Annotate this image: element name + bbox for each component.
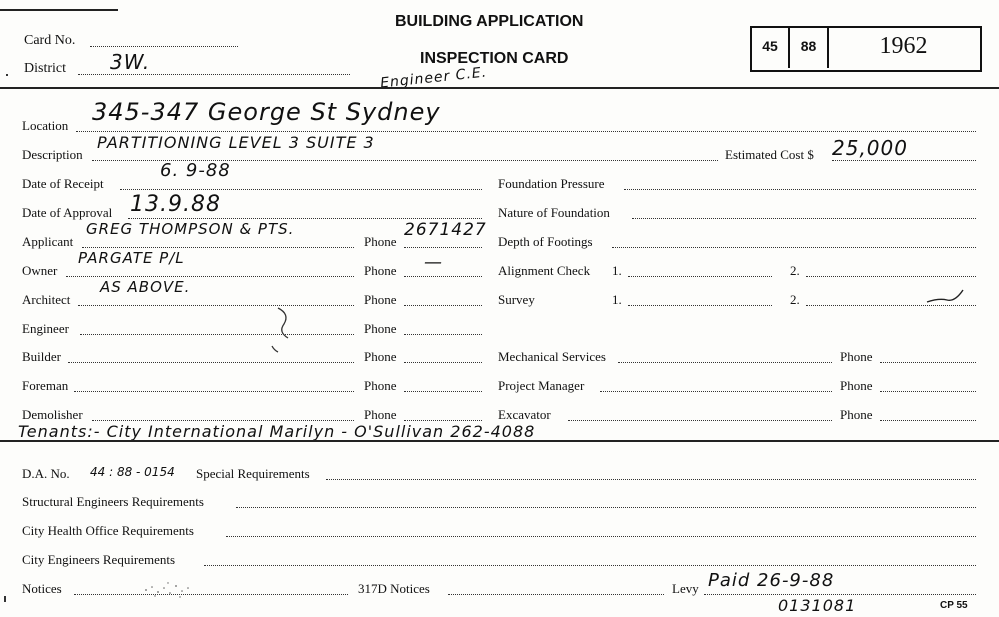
depth-of-footings-label: Depth of Footings [498, 234, 593, 249]
demolisher-line [92, 420, 354, 421]
nature-of-foundation-line [632, 218, 976, 219]
date-of-receipt-value: 6. 9-88 [160, 160, 231, 181]
mechanical-phone-line [880, 362, 976, 363]
architect-phone-line [404, 305, 482, 306]
notices-label: Notices [22, 581, 62, 596]
alignment-check-1-line [628, 276, 772, 277]
rule-top [0, 87, 999, 89]
city-engineers-label: City Engineers Requirements [22, 552, 176, 567]
applicant-phone-line [404, 247, 482, 248]
special-requirements-label: Special Requirements [196, 466, 310, 481]
da-no-label: D.A. No. [22, 466, 70, 481]
rule-middle [0, 440, 999, 442]
owner-phone-label: Phone [364, 263, 397, 278]
date-of-receipt-line [120, 189, 482, 190]
notices-line [74, 594, 348, 595]
engineer-note: Engineer C.E. [379, 64, 488, 92]
foreman-phone-line [404, 391, 482, 392]
levy-value: Paid 26-9-88 [708, 570, 835, 591]
nature-of-foundation-label: Nature of Foundation [498, 205, 610, 220]
excavator-phone-line [880, 420, 976, 421]
structural-label: Structural Engineers Requirements [22, 494, 204, 509]
description-label: Description [22, 147, 83, 162]
engineer-scribble [268, 306, 298, 354]
form-code: CP 55 [940, 600, 968, 611]
mechanical-services-label: Mechanical Services [498, 349, 606, 364]
builder-phone-label: Phone [364, 349, 397, 364]
notices-smudge [140, 578, 196, 602]
alignment-check-2-line [806, 276, 976, 277]
project-manager-phone-line [880, 391, 976, 392]
ref-box-45: 45 [762, 38, 778, 54]
architect-phone-label: Phone [364, 292, 397, 307]
survey-1-line [628, 305, 772, 306]
health-line [226, 536, 976, 537]
foundation-pressure-label: Foundation Pressure [498, 176, 605, 191]
date-of-approval-line [128, 218, 482, 219]
city-engineers-line [204, 565, 976, 566]
top-stroke [0, 9, 118, 11]
project-manager-phone-label: Phone [840, 378, 873, 393]
owner-phone-value: — [424, 252, 443, 273]
estimated-cost-line [832, 160, 976, 161]
architect-value: AS ABOVE. [100, 278, 191, 296]
builder-label: Builder [22, 349, 61, 364]
description-value: PARTITIONING LEVEL 3 SUITE 3 [97, 133, 375, 152]
demolisher-phone-line [404, 420, 482, 421]
structural-line [236, 507, 976, 508]
depth-of-footings-line [612, 247, 976, 248]
location-value: 345-347 George St Sydney [92, 98, 441, 126]
project-manager-label: Project Manager [498, 378, 585, 393]
demolisher-phone-label: Phone [364, 407, 397, 422]
applicant-phone-label: Phone [364, 234, 397, 249]
tenants-note: Tenants:- City International Marilyn - O'Sullivan 262-4088 [18, 422, 536, 441]
location-line [76, 131, 976, 132]
demolisher-label: Demolisher [22, 407, 83, 422]
card-no-line [90, 46, 238, 47]
ref-box-1962: 1962 [879, 33, 928, 59]
owner-phone-line [404, 276, 482, 277]
left-margin-tick-1 [6, 74, 8, 76]
special-requirements-line [326, 479, 976, 480]
district-value: 3W. [110, 50, 151, 74]
owner-value: PARGATE P/L [78, 249, 185, 267]
title-line2: INSPECTION CARD [420, 50, 569, 67]
estimated-cost-value: 25,000 [832, 136, 908, 160]
builder-phone-line [404, 362, 482, 363]
da-no-value: 44 : 88 - 0154 [90, 465, 175, 479]
architect-label: Architect [22, 292, 71, 307]
engineer-phone-label: Phone [364, 321, 397, 336]
mechanical-phone-label: Phone [840, 349, 873, 364]
alignment-check-2: 2. [790, 263, 800, 278]
engineer-line [80, 334, 354, 335]
builder-line [68, 362, 354, 363]
ref-box-88: 88 [800, 38, 817, 54]
survey-2: 2. [790, 292, 800, 307]
survey-2-line [806, 305, 976, 306]
alignment-check-1: 1. [612, 263, 622, 278]
card-no-label: Card No. [24, 33, 76, 48]
left-margin-tick-2 [4, 596, 6, 602]
architect-line [78, 305, 354, 306]
district-label: District [24, 61, 66, 76]
317d-notices-label: 317D Notices [358, 581, 430, 596]
excavator-line [568, 420, 832, 421]
excavator-phone-label: Phone [840, 407, 873, 422]
estimated-cost-label: Estimated Cost $ [725, 147, 814, 162]
title-line1: BUILDING APPLICATION [395, 13, 584, 30]
owner-line [66, 276, 354, 277]
engineer-label: Engineer [22, 321, 69, 336]
district-line [78, 74, 350, 75]
alignment-check-label: Alignment Check [498, 263, 591, 278]
engineer-phone-line [404, 334, 482, 335]
317d-notices-line [448, 594, 664, 595]
foreman-line [74, 391, 354, 392]
applicant-value: GREG THOMPSON & PTS. [86, 220, 295, 238]
owner-label: Owner [22, 263, 58, 278]
excavator-label: Excavator [498, 407, 551, 422]
survey-1: 1. [612, 292, 622, 307]
survey-label: Survey [498, 292, 535, 307]
receipt-no: 0131081 [778, 596, 857, 615]
applicant-label: Applicant [22, 234, 74, 249]
date-of-approval-value: 13.9.88 [130, 192, 221, 217]
levy-label: Levy [672, 581, 699, 596]
foreman-label: Foreman [22, 378, 69, 393]
levy-line [704, 594, 976, 595]
applicant-phone-value: 2671427 [404, 220, 487, 240]
location-label: Location [22, 118, 69, 133]
health-label: City Health Office Requirements [22, 523, 194, 538]
foundation-pressure-line [624, 189, 976, 190]
project-manager-line [600, 391, 832, 392]
date-of-receipt-label: Date of Receipt [22, 176, 104, 191]
foreman-phone-label: Phone [364, 378, 397, 393]
survey-tick-mark [925, 288, 965, 304]
date-of-approval-label: Date of Approval [22, 205, 113, 220]
applicant-line [82, 247, 354, 248]
mechanical-services-line [618, 362, 832, 363]
